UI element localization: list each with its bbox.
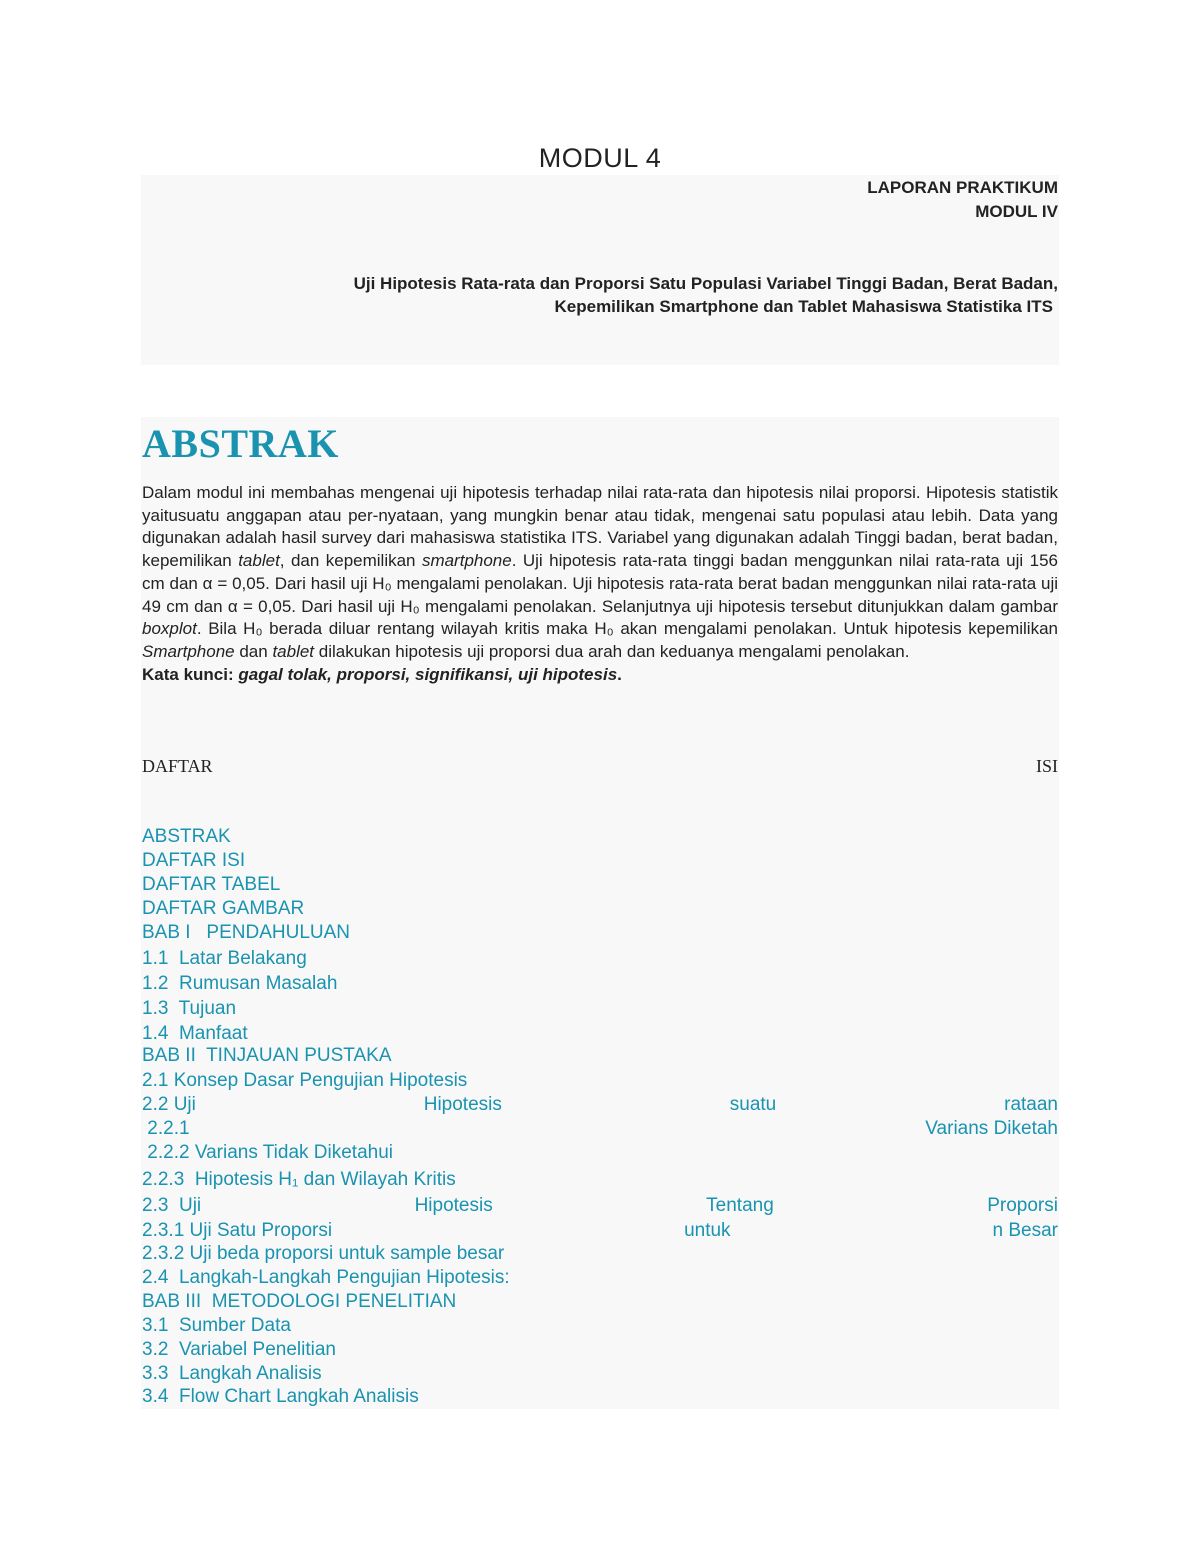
toc-link-3-2[interactable]: 3.2 Variabel Penelitian <box>142 1339 336 1360</box>
toc-link-1-1[interactable]: 1.1 Latar Belakang <box>142 948 307 969</box>
toc-heading-left: DAFTAR <box>142 756 213 776</box>
toc-link-3-4[interactable]: 3.4 Flow Chart Langkah Analisis <box>142 1386 419 1407</box>
keywords-end: . <box>617 664 622 684</box>
toc-link-2-4[interactable]: 2.4 Langkah-Langkah Pengujian Hipotesis: <box>142 1267 510 1288</box>
toc-word: rataan <box>1004 1094 1058 1115</box>
toc-word: suatu <box>729 1094 777 1115</box>
toc-link-3-3[interactable]: 3.3 Langkah Analisis <box>142 1363 322 1384</box>
toc-word: Hipotesis <box>423 1094 502 1115</box>
report-label: LAPORAN PRAKTIKUM <box>867 178 1058 197</box>
toc-link-bab-2[interactable]: BAB II TINJAUAN PUSTAKA <box>142 1045 392 1066</box>
module-label: MODUL IV <box>975 202 1058 221</box>
toc-link-1-4[interactable]: 1.4 Manfaat <box>142 1023 248 1044</box>
toc-link-abstrak[interactable]: ABSTRAK <box>142 826 231 847</box>
keywords-text: gagal tolak, proporsi, signifikansi, uji hipotesis <box>238 664 618 684</box>
cover-block <box>141 175 1059 365</box>
abstract-paragraph <box>142 482 1058 686</box>
toc-link-2-1[interactable]: 2.1 Konsep Dasar Pengujian Hipotesis <box>142 1070 468 1091</box>
toc-word: n Besar <box>992 1220 1058 1241</box>
toc-word: 2.3 Uji <box>142 1195 202 1216</box>
toc-link-bab-1[interactable]: BAB I PENDAHULUAN <box>142 922 350 943</box>
toc-word: Tentang <box>706 1195 774 1216</box>
abstract-text: , dan kepemilikan <box>279 551 422 571</box>
toc-word: Hipotesis <box>414 1195 493 1216</box>
toc-word: untuk <box>684 1220 731 1241</box>
abstract-emphasis: tablet <box>238 551 280 571</box>
toc-word: 2.3.1 Uji Satu Proporsi <box>142 1220 333 1241</box>
abstract-heading: ABSTRAK <box>142 421 339 466</box>
toc-link-2-3-2[interactable]: 2.3.2 Uji beda proporsi untuk sample besar <box>142 1243 505 1264</box>
keywords-label: Kata kunci: <box>142 664 239 684</box>
abstract-emphasis: boxplot <box>142 619 197 639</box>
toc-word: 2.2 Uji <box>142 1094 196 1115</box>
abstract-emphasis: tablet <box>272 641 315 661</box>
abstract-text: dilakukan hipotesis uji proporsi dua arah dan keduanya mengalami penolakan. <box>314 641 910 661</box>
toc-link-daftar-gambar[interactable]: DAFTAR GAMBAR <box>142 898 305 919</box>
toc-link-2-2-1[interactable] <box>142 1118 1058 1140</box>
report-title-line-1: Uji Hipotesis Rata-rata dan Proporsi Satu Populasi Variabel Tinggi Badan, Berat Badan, <box>353 274 1058 293</box>
toc-link-2-2-2[interactable]: 2.2.2 Varians Tidak Diketahui <box>142 1142 394 1163</box>
abstract-emphasis: Smartphone <box>142 641 235 661</box>
keywords-line <box>142 665 622 684</box>
module-title: MODUL 4 <box>538 143 662 173</box>
toc-link-2-3[interactable] <box>142 1195 1058 1217</box>
toc-link-2-2[interactable] <box>142 1094 1058 1116</box>
abstract-text: Dalam modul ini membahas mengenai uji hipotesis terhadap nilai rata-rata dan hipotesis nilai proporsi. Hipotesis statistik yaitusuatu anggapan atau per-nyataan, yang mungkin benar atau tidak, mengenai satu populasi atau lebih. Data yang digunakan adalah hasil survey dari mahasiswa statistika ITS. Variabel yang digunakan adalah Tinggi badan, berat badan, kepemilikan <box>142 483 1058 571</box>
toc-link-3-1[interactable]: 3.1 Sumber Data <box>142 1315 291 1336</box>
abstract-text: dan <box>234 641 273 661</box>
toc-link-daftar-isi[interactable]: DAFTAR ISI <box>142 850 246 871</box>
abstract-text: . Uji hipotesis rata-rata tinggi badan menggunkan nilai rata-rata uji 156 cm dan α = 0,05. Dari hasil uji H₀ mengalami penolakan. Uji hipotesis rata-rata berat badan menggunkan nilai rata-rata uji 49 cm dan α = 0,05. Dari hasil uji H₀ mengalami penolakan. Selanjutnya uji hipotesis tersebut ditunjukkan dalam gambar <box>142 551 1058 616</box>
toc-link-bab-3[interactable]: BAB III METODOLOGI PENELITIAN <box>142 1291 457 1312</box>
toc-word: Proporsi <box>987 1195 1058 1216</box>
toc-link-1-2[interactable]: 1.2 Rumusan Masalah <box>142 973 338 994</box>
toc-word: 2.2.1 <box>142 1118 190 1139</box>
toc-link-daftar-tabel[interactable]: DAFTAR TABEL <box>142 874 281 895</box>
content-block <box>141 417 1059 1409</box>
toc-link-1-3[interactable]: 1.3 Tujuan <box>142 998 237 1019</box>
toc-link-2-2-3[interactable]: 2.2.3 Hipotesis H₁ dan Wilayah Kritis <box>142 1169 456 1190</box>
abstract-text: . Bila H₀ berada diluar rentang wilayah kritis maka H₀ akan mengalami penolakan. Untuk hipotesis kepemilikan <box>196 619 1058 639</box>
toc-word: Varians Diketah <box>925 1118 1058 1139</box>
abstract-emphasis: smartphone <box>421 551 512 571</box>
report-title-line-2: Kepemilikan Smartphone dan Tablet Mahasiswa Statistika ITS <box>554 297 1053 316</box>
toc-heading-right: ISI <box>1036 756 1058 776</box>
toc-link-2-3-1[interactable] <box>142 1220 1058 1242</box>
